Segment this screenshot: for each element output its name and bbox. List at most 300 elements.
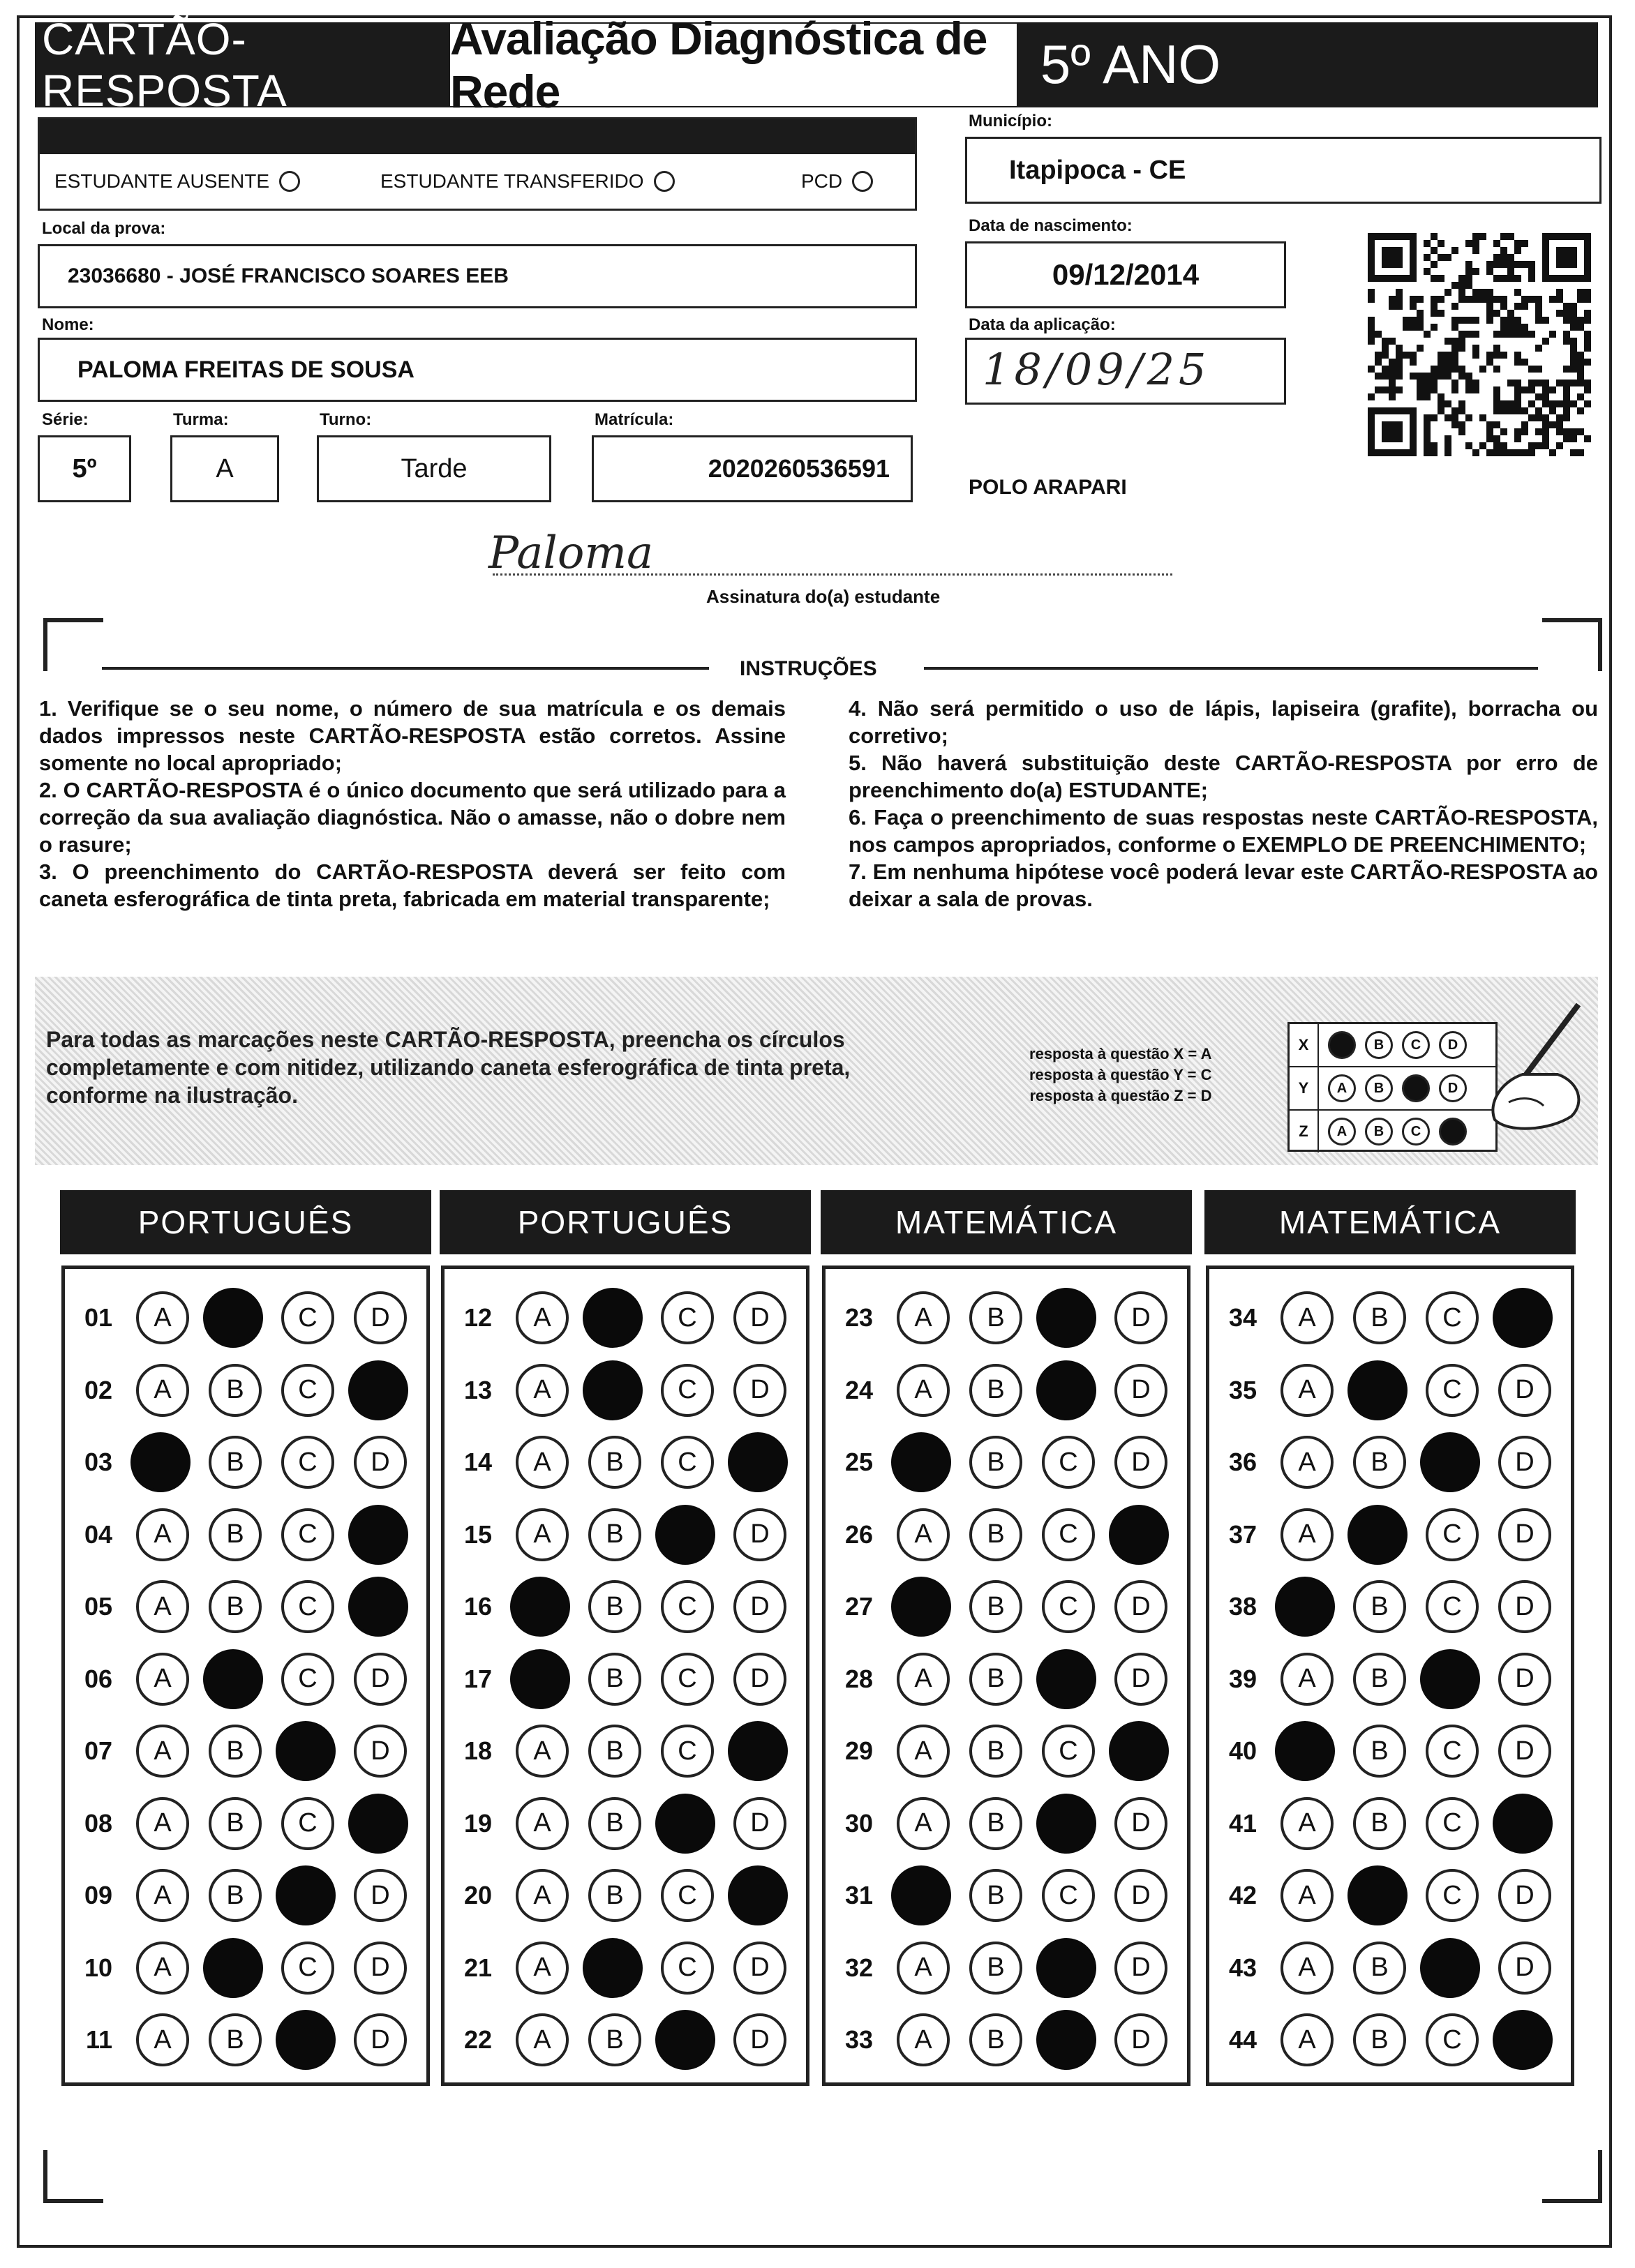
answer-bubble[interactable]: C — [281, 1508, 334, 1561]
answer-bubble[interactable]: C — [281, 1653, 334, 1706]
question-number: 35 — [1228, 1375, 1257, 1404]
question-number: 02 — [84, 1375, 112, 1404]
answer-bubble[interactable]: C — [281, 1942, 334, 1995]
answer-bubble[interactable]: A — [136, 1508, 189, 1561]
answer-bubble[interactable]: B — [588, 1436, 641, 1489]
answer-bubble-filled[interactable] — [728, 1865, 788, 1925]
answer-bubble[interactable]: D — [1498, 1725, 1551, 1778]
answer-bubble[interactable]: D — [1498, 1436, 1551, 1489]
question-row — [1212, 1426, 1551, 1499]
answer-bubble[interactable]: A — [516, 1942, 569, 1995]
answer-bubble[interactable]: A — [136, 2013, 189, 2066]
answer-block — [441, 1266, 809, 2086]
answer-bubble[interactable]: C — [661, 1364, 714, 1417]
answer-bubble[interactable]: A — [1281, 1291, 1334, 1344]
answer-bubble[interactable]: A — [516, 1436, 569, 1489]
answer-bubble[interactable]: C — [661, 1580, 714, 1633]
instructions-right — [849, 695, 1598, 913]
question-row — [828, 1859, 1167, 1932]
matricula-field: 2020260536591 — [592, 435, 913, 502]
question-number: 44 — [1228, 2025, 1257, 2054]
answer-bubble[interactable]: C — [281, 1364, 334, 1417]
answer-bubble[interactable]: B — [969, 1291, 1022, 1344]
answer-bubble[interactable]: D — [1498, 1364, 1551, 1417]
answer-bubble[interactable]: D — [733, 1942, 786, 1995]
question-number: 28 — [844, 1664, 873, 1693]
instruction-5: 5. Não haverá substituição deste CARTÃO-RESPOSTA por erro de preenchimento do(a) ESTUDANTE; — [849, 751, 1598, 802]
transferred-circle[interactable] — [654, 171, 675, 192]
question-row — [447, 1715, 786, 1787]
answer-bubble[interactable]: D — [354, 1291, 407, 1344]
answer-bubble[interactable]: C — [1426, 1508, 1479, 1561]
answer-bubble-filled[interactable] — [1275, 1577, 1335, 1637]
question-row — [447, 1643, 786, 1715]
answer-bubble[interactable]: B — [969, 1725, 1022, 1778]
answer-bubble[interactable]: B — [1353, 1725, 1406, 1778]
answer-bubble[interactable]: C — [1042, 1725, 1095, 1778]
answer-bubble[interactable]: B — [969, 1797, 1022, 1850]
transferred-label: ESTUDANTE TRANSFERIDO — [380, 170, 644, 192]
answer-bubble[interactable]: D — [1498, 1508, 1551, 1561]
answer-bubble[interactable]: B — [209, 1725, 262, 1778]
question-number: 17 — [463, 1664, 492, 1693]
answer-bubble[interactable]: D — [733, 1291, 786, 1344]
answer-bubble[interactable]: C — [281, 1291, 334, 1344]
answer-bubble[interactable]: D — [1498, 1580, 1551, 1633]
answer-bubble-filled[interactable] — [1493, 1288, 1553, 1348]
question-row — [828, 1499, 1167, 1571]
answer-bubble[interactable]: A — [136, 1580, 189, 1633]
answer-bubble[interactable]: C — [661, 1942, 714, 1995]
question-number: 41 — [1228, 1808, 1257, 1838]
answer-bubble-filled[interactable] — [1109, 1505, 1169, 1565]
local-label: Local da prova: — [42, 219, 166, 238]
question-number: 36 — [1228, 1448, 1257, 1476]
answer-bubble[interactable]: C — [1426, 1291, 1479, 1344]
answer-bubble-filled[interactable] — [1036, 2010, 1096, 2070]
answer-bubble-filled[interactable] — [583, 1360, 643, 1420]
answer-bubble[interactable]: C — [661, 1725, 714, 1778]
answer-bubble[interactable]: D — [733, 1797, 786, 1850]
question-row — [447, 1932, 786, 2004]
absent-circle[interactable] — [279, 171, 300, 192]
question-row — [1212, 1787, 1551, 1860]
answer-bubble-filled[interactable] — [1420, 1432, 1480, 1492]
question-number: 29 — [844, 1736, 873, 1765]
answer-bubble[interactable]: B — [969, 1653, 1022, 1706]
example-text: Para todas as marcações neste CARTÃO-RESPOSTA, preencha os círculos completamente e com nitidez, utilizando caneta esferográfica de tinta preta, conforme na ilustração. — [46, 1027, 851, 1108]
answer-bubble[interactable]: A — [1281, 1797, 1334, 1850]
question-row — [68, 2004, 407, 2076]
section-header: MATEMÁTICA — [821, 1190, 1192, 1254]
answer-bubble[interactable]: A — [516, 2013, 569, 2066]
question-row — [828, 2004, 1167, 2076]
answer-bubble[interactable]: A — [516, 1508, 569, 1561]
question-number: 20 — [463, 1881, 492, 1909]
question-row — [1212, 1643, 1551, 1715]
example-row — [1290, 1067, 1495, 1111]
answer-bubble[interactable]: D — [354, 1653, 407, 1706]
application-date-handwritten: 18/09/25 — [983, 344, 1211, 395]
answer-bubble-filled[interactable] — [348, 1360, 408, 1420]
example-row-label: Z — [1290, 1111, 1319, 1152]
answer-bubble[interactable]: C — [1042, 1508, 1095, 1561]
matricula-label: Matrícula: — [595, 410, 674, 429]
answer-bubble[interactable]: D — [733, 1364, 786, 1417]
answer-bubble[interactable]: A — [136, 1725, 189, 1778]
application-date-label: Data da aplicação: — [969, 315, 1116, 334]
answer-bubble[interactable]: C — [281, 1436, 334, 1489]
question-row — [1212, 1932, 1551, 2004]
question-number: 32 — [844, 1953, 873, 1982]
answer-bubble-filled[interactable] — [891, 1577, 951, 1637]
answer-bubble[interactable]: A — [516, 1725, 569, 1778]
question-number: 12 — [463, 1303, 492, 1332]
answer-bubble[interactable]: B — [588, 1653, 641, 1706]
answer-bubble[interactable]: C — [1042, 1436, 1095, 1489]
answer-bubble[interactable]: A — [897, 1942, 950, 1995]
answer-bubble[interactable]: C — [1042, 1580, 1095, 1633]
answer-bubble[interactable]: A — [1281, 1508, 1334, 1561]
answer-bubble-filled[interactable] — [348, 1794, 408, 1854]
section-header: PORTUGUÊS — [440, 1190, 811, 1254]
section-header: PORTUGUÊS — [60, 1190, 431, 1254]
answer-bubble[interactable]: D — [1498, 1653, 1551, 1706]
answer-bubble-filled[interactable] — [1036, 1360, 1096, 1420]
answer-bubble[interactable]: A — [897, 1508, 950, 1561]
answer-bubble[interactable]: D — [354, 1436, 407, 1489]
answer-bubble[interactable]: D — [1114, 2013, 1167, 2066]
answer-bubble[interactable]: A — [516, 1797, 569, 1850]
absent-label: ESTUDANTE AUSENTE — [54, 170, 270, 192]
answer-bubble[interactable]: B — [209, 1436, 262, 1489]
answer-bubble-filled[interactable] — [276, 1721, 336, 1781]
corner-mark-tr — [1542, 618, 1602, 671]
exam-title: Avaliação Diagnóstica de Rede — [450, 24, 1017, 106]
answer-bubble[interactable]: C — [1042, 1869, 1095, 1922]
example-bubble: B — [1365, 1118, 1393, 1146]
answer-bubble[interactable]: B — [209, 1869, 262, 1922]
pcd-label: PCD — [801, 170, 843, 192]
transferred-option[interactable] — [380, 170, 675, 193]
grade-year: 5º ANO — [1040, 33, 1221, 95]
question-number: 03 — [84, 1448, 112, 1476]
answer-bubble[interactable]: D — [354, 1869, 407, 1922]
answer-bubble[interactable]: B — [588, 1580, 641, 1633]
answer-bubble[interactable]: B — [209, 1797, 262, 1850]
answer-bubble[interactable]: B — [209, 1580, 262, 1633]
answer-bubble[interactable]: A — [897, 1364, 950, 1417]
answer-bubble[interactable]: A — [136, 1653, 189, 1706]
answer-bubble-filled[interactable] — [583, 1938, 643, 1998]
answer-bubble[interactable]: B — [1353, 2013, 1406, 2066]
question-number: 14 — [463, 1448, 492, 1476]
instructions-title: INSTRUÇÕES — [740, 657, 877, 680]
question-row — [68, 1499, 407, 1571]
absent-option[interactable] — [54, 170, 300, 193]
question-number: 25 — [844, 1448, 873, 1476]
answer-bubble[interactable]: A — [516, 1364, 569, 1417]
example-row — [1290, 1024, 1495, 1067]
answer-block — [61, 1266, 430, 2086]
question-number: 16 — [463, 1592, 492, 1621]
answer-bubble-filled[interactable] — [203, 1288, 263, 1348]
example-bubble: C — [1402, 1118, 1430, 1146]
question-row — [1212, 1859, 1551, 1932]
answer-bubble-filled[interactable] — [891, 1865, 951, 1925]
example-row-label: Y — [1290, 1067, 1319, 1109]
instruction-1: 1. Verifique se o seu nome, o número de sua matrícula e os demais dados impressos neste CARTÃO-RESPOSTA estão corretos. Assine somente no local apropriado; — [39, 696, 786, 775]
student-signature: Paloma — [488, 527, 654, 579]
answer-bubble[interactable]: A — [136, 1869, 189, 1922]
question-number: 21 — [463, 1953, 492, 1982]
question-row — [68, 1932, 407, 2004]
answer-bubble-filled[interactable] — [203, 1649, 263, 1709]
serie-label: Série: — [42, 410, 89, 429]
question-row — [447, 1787, 786, 1860]
answer-bubble[interactable]: D — [733, 1508, 786, 1561]
answer-bubble[interactable]: D — [1114, 1653, 1167, 1706]
question-row — [447, 1354, 786, 1427]
answer-bubble[interactable]: D — [733, 2013, 786, 2066]
question-row — [1212, 1354, 1551, 1427]
answer-bubble[interactable]: B — [1353, 1797, 1406, 1850]
question-row — [828, 1715, 1167, 1787]
answer-bubble[interactable]: B — [588, 1725, 641, 1778]
question-number: 40 — [1228, 1736, 1257, 1765]
answer-bubble[interactable]: B — [969, 1580, 1022, 1633]
answer-bubble[interactable]: D — [354, 1942, 407, 1995]
question-row — [1212, 1282, 1551, 1354]
answer-bubble[interactable]: B — [588, 1869, 641, 1922]
answer-bubble[interactable]: B — [969, 1942, 1022, 1995]
question-row — [68, 1282, 407, 1354]
instructions-rule-left — [102, 667, 709, 670]
answer-bubble-filled[interactable] — [1347, 1505, 1408, 1565]
section-header: MATEMÁTICA — [1204, 1190, 1576, 1254]
answer-bubble[interactable]: C — [661, 1291, 714, 1344]
example-bubble — [1328, 1031, 1356, 1059]
answer-bubble-filled[interactable] — [728, 1721, 788, 1781]
signature-line — [493, 573, 1172, 576]
question-row — [828, 1282, 1167, 1354]
answer-bubble[interactable]: B — [209, 1508, 262, 1561]
municipio-field: Itapipoca - CE — [965, 137, 1602, 204]
answer-bubble[interactable]: D — [733, 1653, 786, 1706]
instruction-2: 2. O CARTÃO-RESPOSTA é o único documento que será utilizado para a correção da sua avaliação diagnóstica. Não o amasse, não o dobre nem o rasure; — [39, 778, 786, 857]
example-row — [1290, 1111, 1495, 1152]
question-number: 01 — [84, 1303, 112, 1332]
answer-bubble-filled[interactable] — [583, 1288, 643, 1348]
question-number: 07 — [84, 1736, 112, 1765]
answer-bubble[interactable]: A — [1281, 1869, 1334, 1922]
pcd-option[interactable] — [801, 170, 873, 193]
answer-bubble[interactable]: C — [281, 1797, 334, 1850]
answer-bubble[interactable]: A — [136, 1364, 189, 1417]
answer-bubble-filled[interactable] — [203, 1938, 263, 1998]
answer-bubble-filled[interactable] — [1109, 1721, 1169, 1781]
answer-bubble[interactable]: B — [1353, 1653, 1406, 1706]
example-bubble: D — [1439, 1074, 1467, 1102]
answer-bubble[interactable]: D — [1114, 1942, 1167, 1995]
question-row — [447, 1426, 786, 1499]
answer-bubble[interactable]: A — [897, 2013, 950, 2066]
answer-block — [1206, 1266, 1574, 2086]
status-header — [40, 119, 915, 154]
question-row — [828, 1643, 1167, 1715]
answer-bubble[interactable]: D — [1114, 1869, 1167, 1922]
answer-bubble[interactable]: B — [969, 1436, 1022, 1489]
turno-label: Turno: — [320, 410, 372, 429]
question-row — [1212, 1570, 1551, 1643]
answer-bubble[interactable]: B — [588, 2013, 641, 2066]
answer-bubble[interactable]: D — [1498, 1869, 1551, 1922]
answer-bubble[interactable]: D — [1114, 1580, 1167, 1633]
application-date-field[interactable] — [965, 338, 1286, 405]
answer-bubble[interactable]: B — [588, 1797, 641, 1850]
question-number: 06 — [84, 1664, 112, 1693]
answer-bubble[interactable]: A — [1281, 1436, 1334, 1489]
answer-bubble[interactable]: A — [136, 1942, 189, 1995]
local-field: 23036680 - JOSÉ FRANCISCO SOARES EEB — [38, 244, 917, 308]
instructions-left — [39, 695, 786, 913]
answer-bubble[interactable]: B — [209, 2013, 262, 2066]
question-number: 15 — [463, 1519, 492, 1549]
pcd-circle[interactable] — [852, 171, 873, 192]
answer-bubble[interactable]: A — [897, 1725, 950, 1778]
example-legend-x: resposta à questão X = A — [1029, 1045, 1212, 1062]
answer-bubble-filled[interactable] — [1036, 1649, 1096, 1709]
answer-bubble-filled[interactable] — [728, 1432, 788, 1492]
answer-bubble-filled[interactable] — [348, 1505, 408, 1565]
answer-bubble[interactable]: B — [969, 1869, 1022, 1922]
answer-bubble-filled[interactable] — [1036, 1938, 1096, 1998]
answer-bubble-filled[interactable] — [1493, 2010, 1553, 2070]
corner-mark-bl — [43, 2150, 103, 2203]
polo-label: POLO ARAPARI — [969, 476, 1127, 499]
answer-bubble[interactable]: C — [661, 1436, 714, 1489]
answer-bubble-filled[interactable] — [891, 1432, 951, 1492]
answer-bubble-filled[interactable] — [276, 1865, 336, 1925]
question-row — [828, 1570, 1167, 1643]
answer-bubble[interactable]: D — [1114, 1364, 1167, 1417]
question-row — [68, 1715, 407, 1787]
answer-bubble[interactable]: B — [1353, 1580, 1406, 1633]
answer-bubble[interactable]: C — [661, 1653, 714, 1706]
question-number: 05 — [84, 1592, 112, 1621]
answer-bubble[interactable]: A — [897, 1291, 950, 1344]
answer-bubble[interactable]: B — [1353, 1291, 1406, 1344]
answer-bubble[interactable]: A — [516, 1291, 569, 1344]
answer-bubble-filled[interactable] — [1347, 1360, 1408, 1420]
question-row — [828, 1787, 1167, 1860]
question-row — [447, 1499, 786, 1571]
answer-bubble[interactable]: A — [1281, 1942, 1334, 1995]
answer-bubble[interactable]: D — [1114, 1291, 1167, 1344]
answer-bubble[interactable]: D — [1114, 1436, 1167, 1489]
answer-bubble[interactable]: D — [1114, 1797, 1167, 1850]
answer-bubble[interactable]: B — [1353, 1436, 1406, 1489]
question-row — [447, 2004, 786, 2076]
answer-bubble[interactable]: B — [1353, 1942, 1406, 1995]
example-bubble: D — [1439, 1031, 1467, 1059]
answer-bubble[interactable]: B — [969, 2013, 1022, 2066]
answer-bubble-filled[interactable] — [655, 1794, 715, 1854]
turno-field: Tarde — [317, 435, 551, 502]
answer-bubble[interactable]: A — [1281, 2013, 1334, 2066]
question-number: 11 — [85, 2025, 112, 2054]
answer-bubble-filled[interactable] — [1036, 1288, 1096, 1348]
answer-bubble-filled[interactable] — [1347, 1865, 1408, 1925]
question-number: 42 — [1228, 1881, 1257, 1909]
answer-bubble[interactable]: A — [516, 1869, 569, 1922]
hand-pen-icon — [1474, 998, 1592, 1137]
turma-label: Turma: — [173, 410, 229, 429]
question-number: 08 — [84, 1808, 112, 1838]
answer-bubble[interactable]: D — [1498, 1942, 1551, 1995]
question-row — [68, 1643, 407, 1715]
question-number: 38 — [1228, 1592, 1257, 1621]
question-number: 10 — [84, 1953, 112, 1982]
answer-bubble[interactable]: C — [281, 1580, 334, 1633]
answer-bubble[interactable]: A — [897, 1797, 950, 1850]
answer-bubble[interactable]: D — [733, 1580, 786, 1633]
question-number: 37 — [1228, 1519, 1257, 1549]
answer-bubble[interactable]: C — [1426, 1580, 1479, 1633]
answer-bubble[interactable]: C — [1426, 1364, 1479, 1417]
answer-bubble[interactable]: A — [136, 1797, 189, 1850]
answer-bubble[interactable]: A — [136, 1291, 189, 1344]
birth-label: Data de nascimento: — [969, 216, 1133, 235]
name-label: Nome: — [42, 315, 94, 334]
answer-bubble[interactable]: B — [969, 1364, 1022, 1417]
answer-bubble-filled[interactable] — [655, 1505, 715, 1565]
answer-bubble[interactable]: B — [588, 1508, 641, 1561]
answer-bubble[interactable]: C — [1426, 1797, 1479, 1850]
instruction-4: 4. Não será permitido o uso de lápis, lapiseira (grafite), borracha ou corretivo; — [849, 696, 1598, 748]
answer-bubble[interactable]: B — [969, 1508, 1022, 1561]
question-number: 27 — [844, 1592, 873, 1621]
answer-bubble[interactable]: C — [661, 1869, 714, 1922]
example-bubble: A — [1328, 1118, 1356, 1146]
answer-bubble[interactable]: C — [1426, 2013, 1479, 2066]
answer-bubble-filled[interactable] — [1420, 1938, 1480, 1998]
answer-bubble-filled[interactable] — [348, 1577, 408, 1637]
example-bubble: C — [1402, 1031, 1430, 1059]
answer-bubble[interactable]: B — [209, 1364, 262, 1417]
answer-bubble-filled[interactable] — [130, 1432, 191, 1492]
answer-bubble-filled[interactable] — [510, 1649, 570, 1709]
answer-bubble-filled[interactable] — [1275, 1721, 1335, 1781]
example-bubble — [1439, 1118, 1467, 1146]
answer-bubble-filled[interactable] — [1420, 1649, 1480, 1709]
question-number: 43 — [1228, 1953, 1257, 1982]
answer-bubble[interactable]: D — [354, 1725, 407, 1778]
answer-bubble-filled[interactable] — [510, 1577, 570, 1637]
answer-bubble-filled[interactable] — [276, 2010, 336, 2070]
answer-bubble[interactable]: C — [1426, 1869, 1479, 1922]
example-bubble: B — [1365, 1074, 1393, 1102]
answer-bubble[interactable]: A — [897, 1653, 950, 1706]
answer-bubble-filled[interactable] — [1493, 1794, 1553, 1854]
question-row — [447, 1859, 786, 1932]
answer-bubble[interactable]: A — [1281, 1364, 1334, 1417]
answer-bubble-filled[interactable] — [1036, 1794, 1096, 1854]
answer-bubble[interactable]: C — [1426, 1725, 1479, 1778]
answer-bubble[interactable]: A — [1281, 1653, 1334, 1706]
answer-bubble[interactable]: D — [354, 2013, 407, 2066]
answer-bubble-filled[interactable] — [655, 2010, 715, 2070]
